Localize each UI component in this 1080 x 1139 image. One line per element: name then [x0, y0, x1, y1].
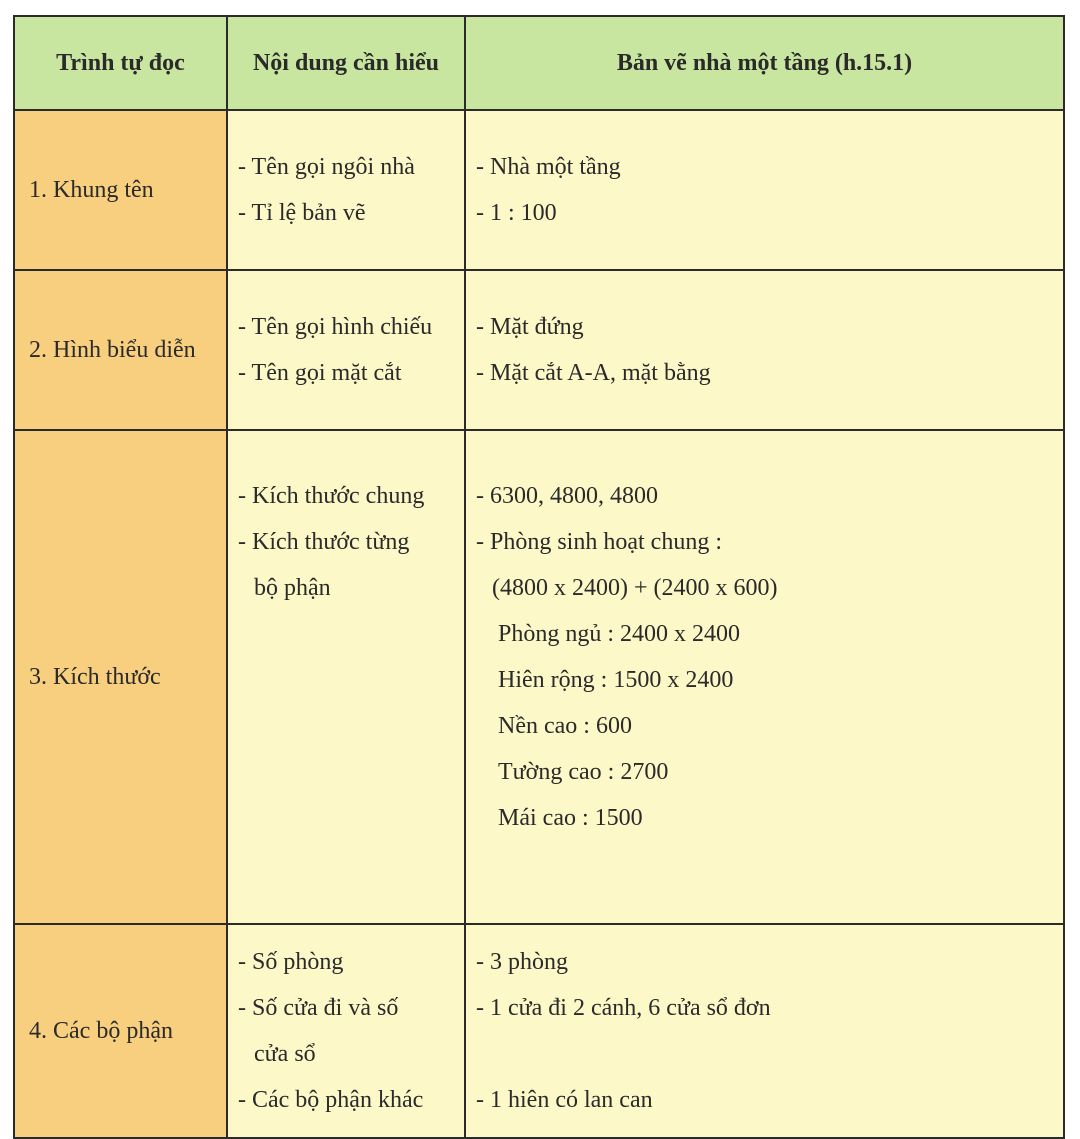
header-content: Nội dung cần hiểu: [227, 16, 465, 110]
drawing-cell: [465, 110, 1064, 270]
header-step: Trình tự đọc: [14, 16, 227, 110]
content-cell: [227, 110, 465, 270]
content-line: - Số cửa đi và số: [238, 995, 399, 1021]
drawing-line: Phòng ngủ : 2400 x 2400: [498, 621, 741, 647]
content-line: cửa sổ: [254, 1041, 316, 1067]
table-row: [14, 924, 1064, 1138]
drawing-line: Mái cao : 1500: [498, 805, 643, 831]
content-cell: [227, 430, 465, 924]
content-line: - Số phòng: [238, 949, 344, 975]
drawing-cell: [465, 430, 1064, 924]
drawing-line: - 1 cửa đi 2 cánh, 6 cửa sổ đơn: [476, 995, 771, 1021]
table-row: [14, 110, 1064, 270]
content-line: - Tỉ lệ bản vẽ: [238, 200, 366, 226]
step-cell: 3. Kích thước: [14, 430, 227, 924]
drawing-line: - 6300, 4800, 4800: [476, 483, 658, 509]
table-row: [14, 270, 1064, 430]
table-row: [14, 430, 1064, 924]
reading-table-container: [13, 15, 1063, 1113]
drawing-line: - Phòng sinh hoạt chung :: [476, 529, 722, 555]
content-line: - Các bộ phận khác: [238, 1087, 424, 1113]
content-line: - Tên gọi hình chiếu: [238, 314, 433, 340]
table-header-row: [14, 16, 1064, 110]
house-drawing-reading-table: [13, 15, 1065, 1139]
content-line: - Kích thước chung: [238, 483, 425, 509]
drawing-line: - 3 phòng: [476, 949, 568, 975]
drawing-cell: [465, 270, 1064, 430]
content-line: - Kích thước từng: [238, 529, 410, 555]
drawing-line: - Nhà một tầng: [476, 154, 621, 180]
drawing-line: - Mặt cắt A-A, mặt bằng: [476, 360, 711, 386]
step-cell: 2. Hình biểu diễn: [14, 270, 227, 430]
drawing-line: Tường cao : 2700: [498, 759, 669, 785]
drawing-cell: [465, 924, 1064, 1138]
drawing-line: Nền cao : 600: [498, 713, 632, 739]
drawing-line-spacer: [476, 1031, 1063, 1077]
content-line: - Tên gọi ngôi nhà: [238, 154, 415, 180]
drawing-line: (4800 x 2400) + (2400 x 600): [492, 575, 778, 601]
drawing-line: - Mặt đứng: [476, 314, 584, 340]
content-line: bộ phận: [254, 575, 331, 601]
content-line: - Tên gọi mặt cắt: [238, 360, 402, 386]
content-cell: [227, 924, 465, 1138]
step-cell: 1. Khung tên: [14, 110, 227, 270]
header-drawing: Bản vẽ nhà một tầng (h.15.1): [465, 16, 1064, 110]
drawing-line: - 1 : 100: [476, 200, 557, 226]
step-cell: 4. Các bộ phận: [14, 924, 227, 1138]
drawing-line: - 1 hiên có lan can: [476, 1087, 653, 1113]
drawing-line: Hiên rộng : 1500 x 2400: [498, 667, 734, 693]
content-cell: [227, 270, 465, 430]
